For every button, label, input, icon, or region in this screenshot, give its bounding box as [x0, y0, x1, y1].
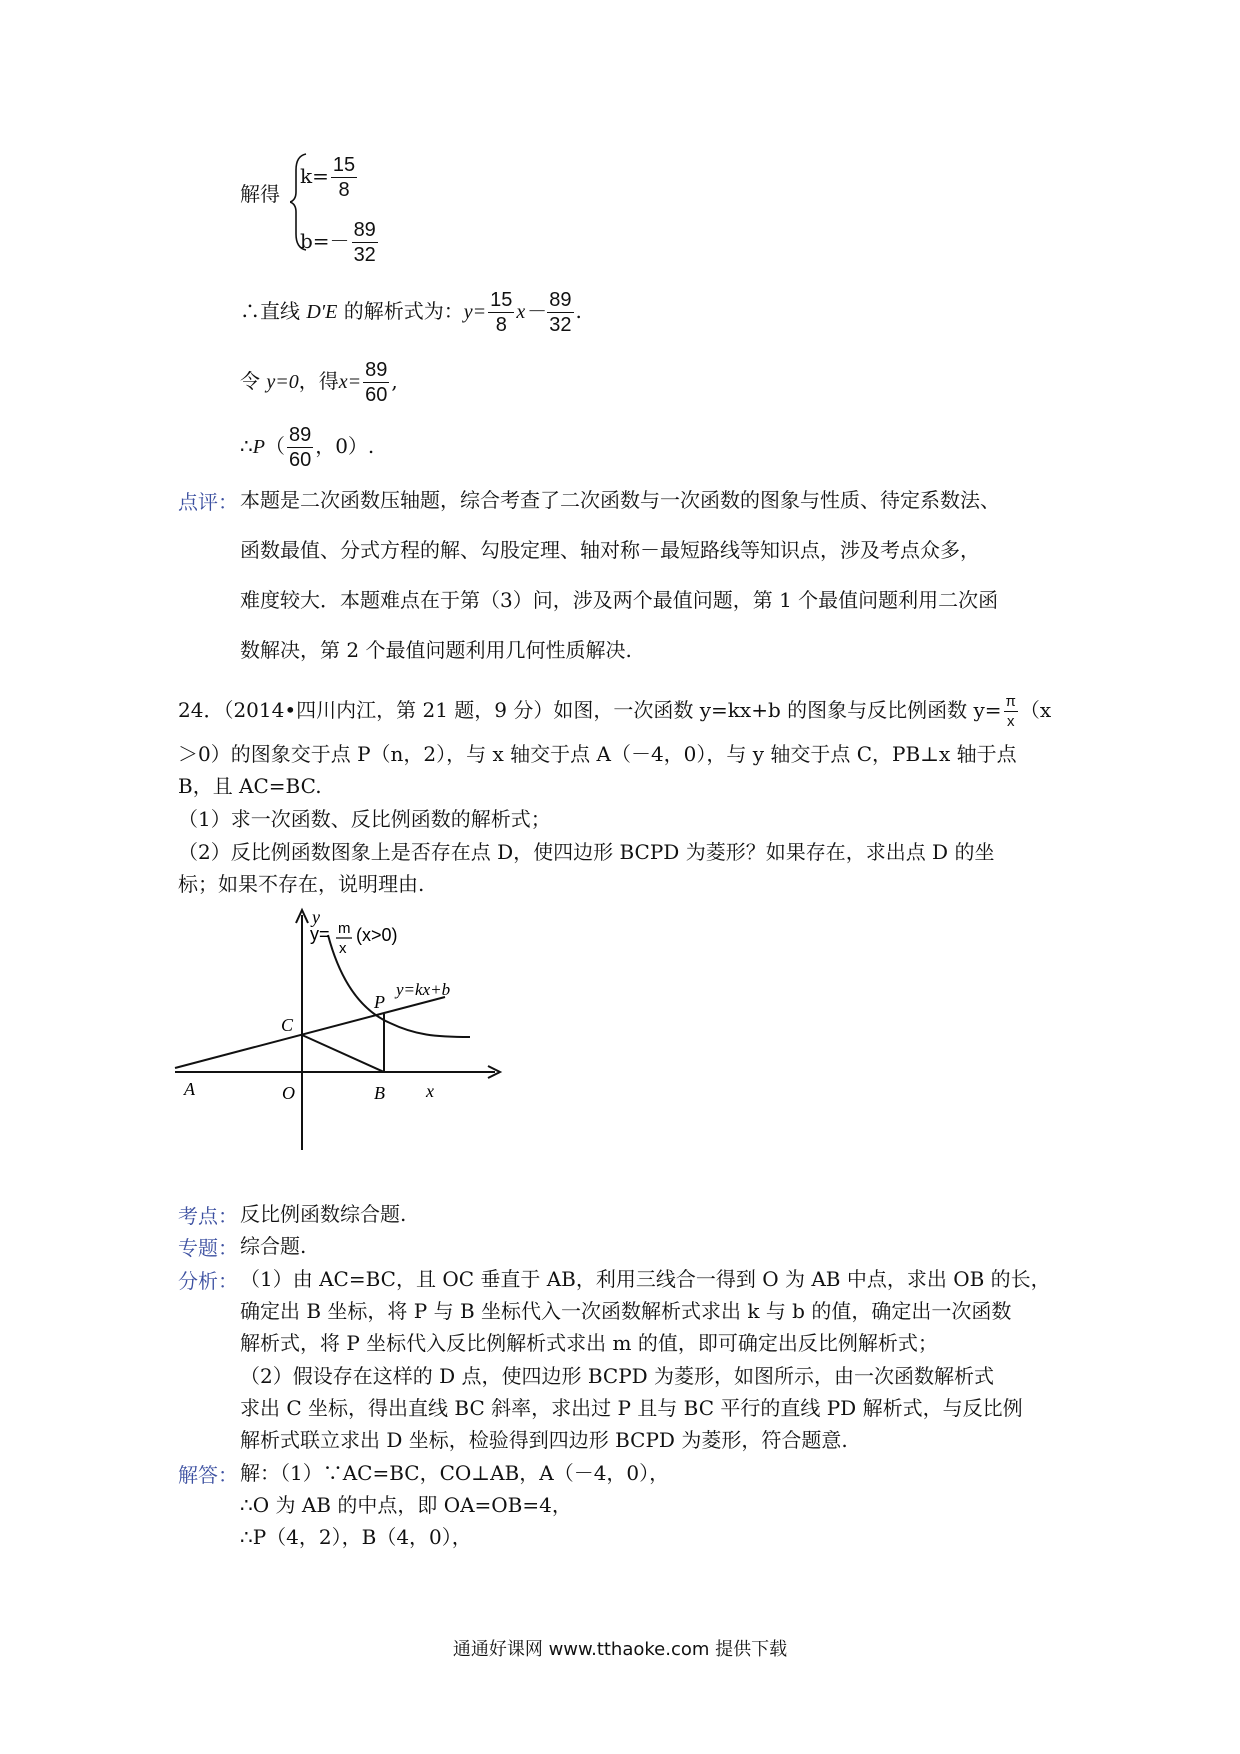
- question-2-a: （2）反比例函数图象上是否存在点 D，使四边形 BCPD 为菱形？如果存在，求出点 D 的坐: [178, 840, 995, 864]
- coef-numerator: 15: [490, 289, 513, 311]
- problem-24-line-2: ＞0）的图象交于点 P（n，2），与 x 轴交于点 A（－4，0），与 y 轴交于点 C，PB⊥x 轴于点: [178, 742, 1017, 766]
- let-end: ,: [391, 369, 398, 393]
- x-axis-label: x: [426, 1081, 434, 1101]
- k-denominator: 8: [338, 179, 350, 201]
- dianping-line-1: 本题是二次函数压轴题，综合考查了二次函数与一次函数的图象与性质、待定系数法、: [240, 488, 1000, 512]
- fenxi-line-3: 解析式，将 P 坐标代入反比例解析式求出 m 的值，即可确定出反比例解析式；: [240, 1331, 938, 1355]
- let-mid: ，得: [298, 369, 339, 393]
- problem-24-line-1: [178, 694, 1051, 729]
- fenxi-line-2: 确定出 B 坐标，将 P 与 B 坐标代入一次函数解析式求出 k 与 b 的值，确定出一次函数: [240, 1299, 1012, 1323]
- b-denominator: 32: [353, 244, 376, 266]
- k-equation: [300, 155, 359, 200]
- fenxi-line-6: 解析式联立求出 D 坐标，检验得到四边形 BCPD 为菱形，符合题意.: [240, 1428, 848, 1452]
- p-rest: ，0）.: [315, 434, 375, 458]
- line-de-prefix: ∴直线: [240, 299, 300, 323]
- kaodian-label: 考点：: [178, 1204, 238, 1228]
- x-eq: x=: [338, 371, 362, 393]
- fenxi-line-1: （1）由 AC=BC，且 OC 垂直于 AB，利用三线合一得到 O 为 AB 中点，求出 OB 的长，: [240, 1267, 1051, 1291]
- fenxi-line-4: （2）假设存在这样的 D 点，使四边形 BCPD 为菱形，如图所示，由一次函数解析式: [240, 1364, 995, 1388]
- jieda-line-3: ∴P（4，2），B（4，0），: [240, 1525, 472, 1549]
- solve-label: 解得: [240, 182, 280, 206]
- line-de-x: x－: [516, 301, 546, 323]
- fenxi-label: 分析：: [178, 1269, 238, 1293]
- x-denominator: 60: [365, 384, 388, 406]
- segment-cb: [302, 1035, 384, 1072]
- line-de-name: D′E: [306, 301, 338, 323]
- jieda-line-2: ∴O 为 AB 的中点，即 OA=OB=4，: [240, 1493, 572, 1517]
- page-footer: 通通好课网 www.tthaoke.com 提供下载: [452, 1639, 788, 1660]
- dianping-line-4: 数解决，第 2 个最值问题利用几何性质解决.: [240, 638, 632, 662]
- p-numerator: 89: [288, 424, 312, 446]
- b-equation: [300, 220, 380, 265]
- point-p-label: P: [374, 992, 385, 1012]
- point-o-label: O: [282, 1083, 295, 1103]
- paren-open: （: [264, 434, 285, 458]
- curve-label-cond: (x>0): [356, 925, 398, 945]
- point-a-label: A: [184, 1079, 195, 1099]
- zhuanti-text: 综合题.: [240, 1234, 307, 1258]
- dianping-label: 点评：: [178, 490, 238, 514]
- const-numerator: 89: [549, 289, 572, 311]
- linear-function-line: [175, 997, 445, 1068]
- curve-label-num: m: [338, 920, 351, 937]
- b-numerator: 89: [353, 219, 376, 241]
- line-de-end: .: [575, 299, 582, 323]
- k-fraction: [331, 155, 357, 200]
- point-p-result: [240, 425, 374, 470]
- fenxi-line-5: 求出 C 坐标，得出直线 BC 斜率，求出过 P 且与 BC 平行的直线 PD 解析式，与反比例: [240, 1396, 1023, 1420]
- y-zero: y=0: [266, 371, 299, 393]
- inverse-fraction: [1004, 694, 1018, 729]
- point-p-name: P: [252, 436, 265, 458]
- x-fraction: [363, 360, 389, 405]
- let-y-zero: [240, 360, 398, 405]
- jieda-line-1: 解：（1）∵AC=BC，CO⊥AB，A（－4，0），: [240, 1461, 670, 1485]
- p-fraction: [287, 425, 313, 470]
- dianping-line-3: 难度较大．本题难点在于第（3）问，涉及两个最值问题，第 1 个最值问题利用二次函: [240, 588, 999, 612]
- line-de-expression: [240, 290, 582, 335]
- zhuanti-label: 专题：: [178, 1236, 238, 1260]
- dianping-line-2: 函数最值、分式方程的解、勾股定理、轴对称－最短路线等知识点，涉及考点众多，: [240, 538, 980, 562]
- coef-denominator: 8: [495, 314, 507, 336]
- b-fraction: [352, 220, 378, 265]
- k-numerator: 15: [332, 154, 356, 176]
- y-axis-label: y: [312, 907, 320, 927]
- point-c-label: C: [281, 1015, 294, 1035]
- problem-24-line-3: B，且 AC=BC.: [178, 774, 322, 798]
- let-prefix: 令: [240, 369, 260, 393]
- point-b-label: B: [374, 1083, 385, 1103]
- question-1: （1）求一次函数、反比例函数的解析式；: [178, 807, 551, 831]
- line-de-mid: 的解析式为：: [343, 299, 464, 323]
- inverse-denominator: x: [1006, 713, 1015, 730]
- problem-24-suffix: （x: [1019, 698, 1052, 722]
- kaodian-text: 反比例函数综合题.: [240, 1202, 407, 1226]
- line-label: y=kx+b: [396, 980, 451, 999]
- b-lhs: b=－: [300, 229, 350, 253]
- line-de-const: [547, 290, 573, 335]
- curve-label-y: y=: [310, 924, 330, 944]
- x-numerator: 89: [365, 359, 388, 381]
- question-2-b: 标；如果不存在，说明理由.: [178, 872, 425, 896]
- k-lhs: k=: [300, 164, 329, 188]
- p-denominator: 60: [288, 449, 312, 471]
- inverse-numerator: π: [1005, 693, 1016, 710]
- line-de-coef: [488, 290, 514, 335]
- jieda-label: 解答：: [178, 1463, 238, 1487]
- const-denominator: 32: [549, 314, 572, 336]
- line-de-y: y=: [463, 301, 487, 323]
- problem-24-text: 24．（2014•四川内江，第 21 题，9 分）如图，一次函数 y=kx+b 的图象与反比例函数 y=: [178, 698, 1002, 722]
- curve-label-den: x: [339, 940, 347, 957]
- function-graph: [170, 905, 530, 1155]
- therefore: ∴: [240, 434, 253, 458]
